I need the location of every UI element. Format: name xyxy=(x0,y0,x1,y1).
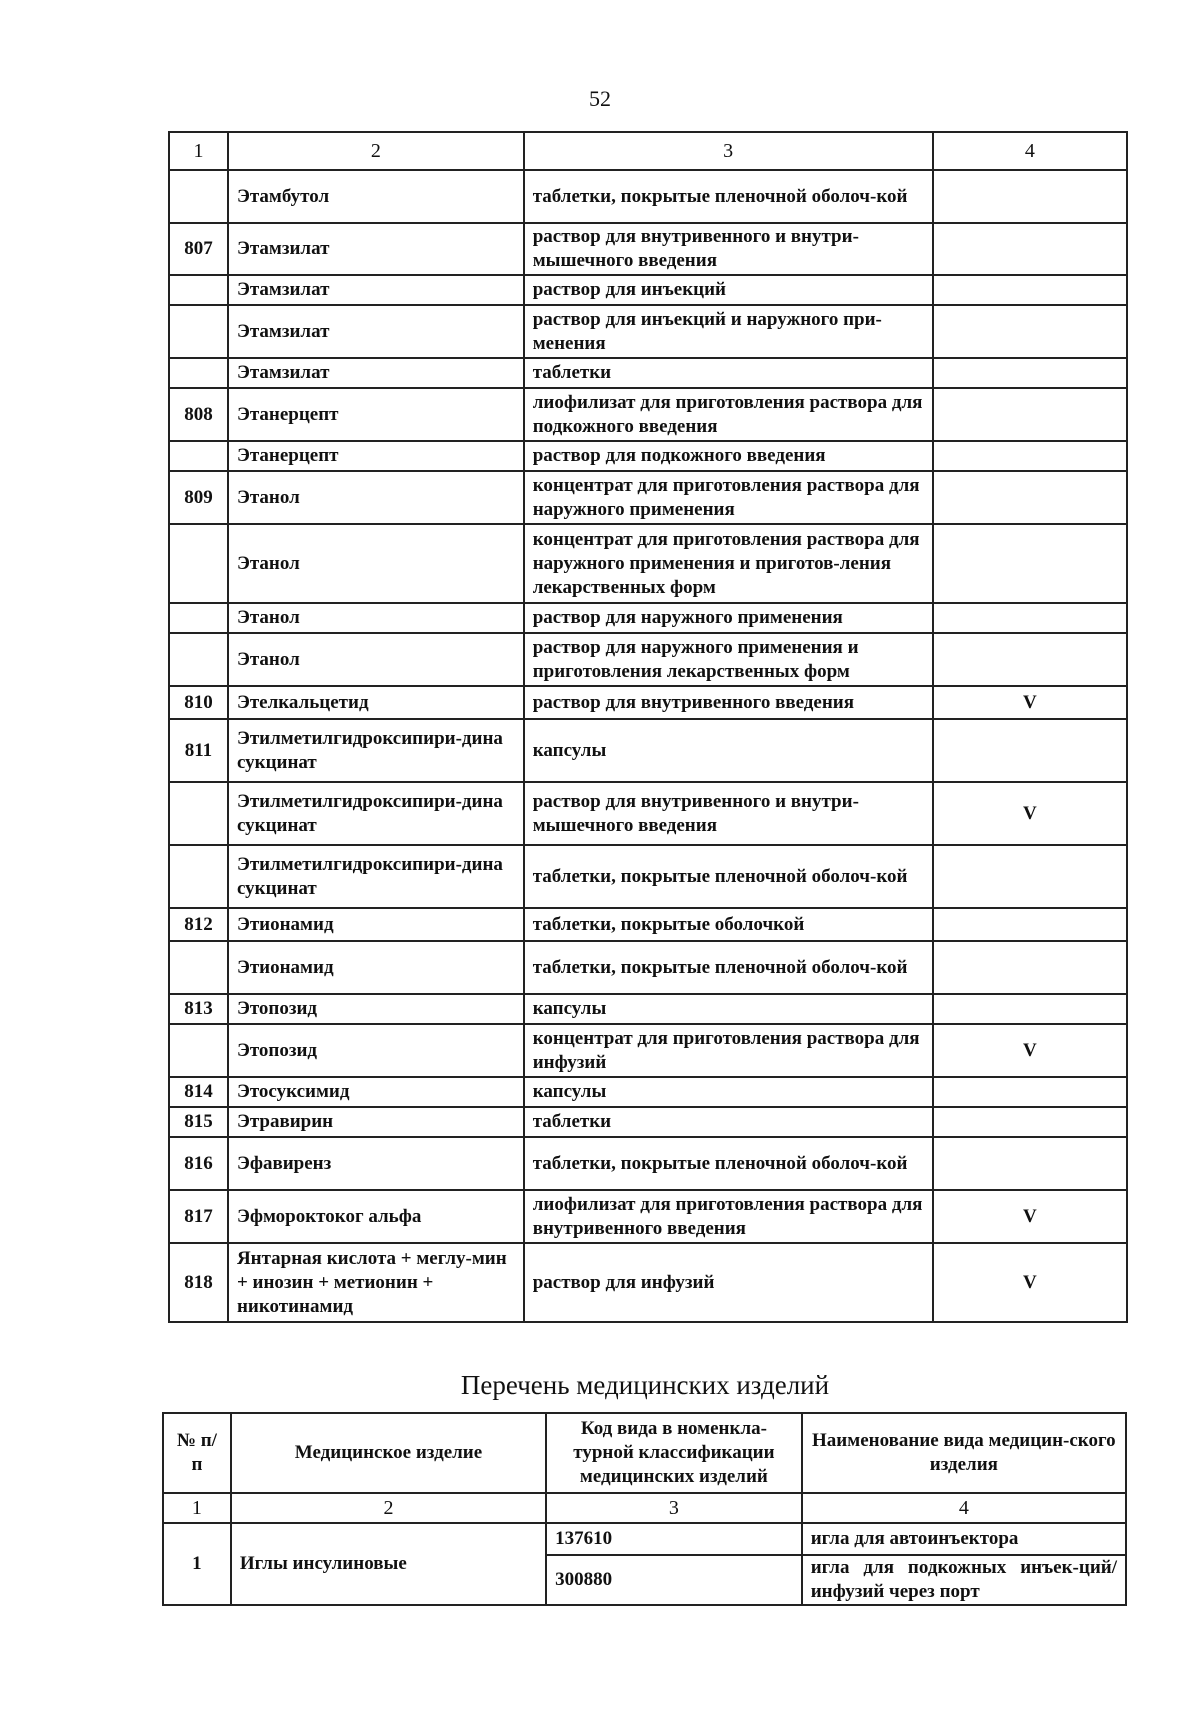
drug-row xyxy=(169,782,1127,845)
drug-number xyxy=(169,633,228,686)
drug-dosage-form: таблетки xyxy=(524,358,933,388)
drug-mark: V xyxy=(933,782,1127,845)
drug-number: 807 xyxy=(169,223,228,275)
column-number-2: 2 xyxy=(228,132,524,170)
drug-name: Этионамид xyxy=(228,941,524,994)
drug-name: Этилметилгидроксипири-дина сукцинат xyxy=(228,782,524,845)
drug-mark xyxy=(933,719,1127,782)
devices-column-number-4: 4 xyxy=(802,1493,1126,1523)
drug-row xyxy=(169,388,1127,441)
drug-name: Этравирин xyxy=(228,1107,524,1137)
drug-row xyxy=(169,305,1127,358)
device-kind: игла для автоинъектора xyxy=(802,1523,1126,1555)
drug-row xyxy=(169,471,1127,524)
drug-row xyxy=(169,941,1127,994)
drug-number: 818 xyxy=(169,1243,228,1322)
drug-mark xyxy=(933,633,1127,686)
drug-name: Этанол xyxy=(228,633,524,686)
drug-row xyxy=(169,1190,1127,1243)
column-number-1: 1 xyxy=(169,132,228,170)
header-device: Медицинское изделие xyxy=(231,1413,546,1493)
drug-mark xyxy=(933,845,1127,908)
drug-number: 812 xyxy=(169,908,228,941)
drug-mark xyxy=(933,941,1127,994)
drug-mark xyxy=(933,1077,1127,1107)
drug-mark: V xyxy=(933,1024,1127,1077)
drug-row xyxy=(169,524,1127,603)
drug-number xyxy=(169,170,228,223)
drug-number: 817 xyxy=(169,1190,228,1243)
drug-dosage-form: раствор для инъекций xyxy=(524,275,933,305)
drug-mark xyxy=(933,441,1127,471)
drug-number xyxy=(169,358,228,388)
drug-mark xyxy=(933,305,1127,358)
drug-name: Этамзилат xyxy=(228,305,524,358)
drug-number xyxy=(169,603,228,633)
drug-number xyxy=(169,305,228,358)
page-number: 52 xyxy=(589,86,611,111)
drug-row xyxy=(169,170,1127,223)
column-number-4: 4 xyxy=(933,132,1127,170)
drug-dosage-form: капсулы xyxy=(524,1077,933,1107)
devices-column-number-1: 1 xyxy=(163,1493,231,1523)
drug-name: Этамзилат xyxy=(228,275,524,305)
devices-column-number-3: 3 xyxy=(546,1493,802,1523)
drug-row xyxy=(169,908,1127,941)
drug-name: Этамбутол xyxy=(228,170,524,223)
drug-row xyxy=(169,275,1127,305)
drug-number: 810 xyxy=(169,686,228,719)
drug-dosage-form: концентрат для приготовления раствора для наружного применения и приготов-ления лекарственных форм xyxy=(524,524,933,603)
drug-dosage-form: таблетки, покрытые оболочкой xyxy=(524,908,933,941)
drug-dosage-form: таблетки, покрытые пленочной оболоч-кой xyxy=(524,1137,933,1190)
drug-row xyxy=(169,845,1127,908)
devices-section-title: Перечень медицинских изделий xyxy=(460,1370,830,1400)
drug-row xyxy=(169,1107,1127,1137)
drug-number xyxy=(169,782,228,845)
drug-dosage-form: раствор для подкожного введения xyxy=(524,441,933,471)
drug-name: Этанерцепт xyxy=(228,441,524,471)
drug-dosage-form: таблетки, покрытые пленочной оболоч-кой xyxy=(524,941,933,994)
device-code: 300880 xyxy=(546,1555,802,1605)
header-number: № п/п xyxy=(163,1413,231,1493)
drug-mark xyxy=(933,1137,1127,1190)
drug-dosage-form: таблетки, покрытые пленочной оболоч-кой xyxy=(524,170,933,223)
device-row xyxy=(163,1523,1126,1555)
drug-row xyxy=(169,633,1127,686)
device-number: 1 xyxy=(163,1523,231,1605)
drug-mark: V xyxy=(933,1190,1127,1243)
device-kind: игла для подкожных инъек-ций/инфузий через порт xyxy=(802,1555,1126,1605)
drug-number: 808 xyxy=(169,388,228,441)
devices-column-number-2: 2 xyxy=(231,1493,546,1523)
drug-name: Этанол xyxy=(228,603,524,633)
drug-row xyxy=(169,686,1127,719)
drug-dosage-form: таблетки xyxy=(524,1107,933,1137)
drug-row xyxy=(169,223,1127,275)
drug-number: 811 xyxy=(169,719,228,782)
drug-mark xyxy=(933,388,1127,441)
drug-name: Этанерцепт xyxy=(228,388,524,441)
drug-name: Янтарная кислота + меглу-мин + инозин + метионин + никотинамид xyxy=(228,1243,524,1322)
drug-name: Этамзилат xyxy=(228,223,524,275)
drug-name: Этанол xyxy=(228,524,524,603)
drug-row xyxy=(169,994,1127,1024)
drug-name: Эфавиренз xyxy=(228,1137,524,1190)
device-name: Иглы инсулиновые xyxy=(231,1523,546,1605)
drug-name: Этилметилгидроксипири-дина сукцинат xyxy=(228,845,524,908)
drug-name: Этионамид xyxy=(228,908,524,941)
drug-number: 816 xyxy=(169,1137,228,1190)
drug-name: Этанол xyxy=(228,471,524,524)
drug-mark xyxy=(933,908,1127,941)
drug-table xyxy=(168,131,1128,1323)
drug-name: Этосуксимид xyxy=(228,1077,524,1107)
drug-name: Этамзилат xyxy=(228,358,524,388)
drug-dosage-form: концентрат для приготовления раствора для инфузий xyxy=(524,1024,933,1077)
drug-row xyxy=(169,1137,1127,1190)
drug-number xyxy=(169,1024,228,1077)
drug-row xyxy=(169,1243,1127,1322)
drug-table-header-row xyxy=(169,132,1127,170)
drug-name: Этопозид xyxy=(228,1024,524,1077)
devices-table xyxy=(162,1412,1127,1606)
drug-mark xyxy=(933,275,1127,305)
drug-mark: V xyxy=(933,1243,1127,1322)
devices-header-row xyxy=(163,1413,1126,1493)
drug-mark: V xyxy=(933,686,1127,719)
drug-dosage-form: капсулы xyxy=(524,994,933,1024)
drug-row xyxy=(169,603,1127,633)
drug-number xyxy=(169,524,228,603)
drug-mark xyxy=(933,223,1127,275)
drug-mark xyxy=(933,170,1127,223)
drug-mark xyxy=(933,524,1127,603)
header-code: Код вида в номенкла-турной классификации медицинских изделий xyxy=(546,1413,802,1493)
drug-name: Этелкальцетид xyxy=(228,686,524,719)
column-number-3: 3 xyxy=(524,132,933,170)
drug-number xyxy=(169,275,228,305)
drug-dosage-form: раствор для внутривенного и внутри-мышечного введения xyxy=(524,782,933,845)
drug-row xyxy=(169,719,1127,782)
drug-dosage-form: раствор для инъекций и наружного при-менения xyxy=(524,305,933,358)
drug-dosage-form: лиофилизат для приготовления раствора для внутривенного введения xyxy=(524,1190,933,1243)
device-code: 137610 xyxy=(546,1523,802,1555)
drug-name: Этилметилгидроксипири-дина сукцинат xyxy=(228,719,524,782)
drug-row xyxy=(169,1077,1127,1107)
drug-dosage-form: лиофилизат для приготовления раствора для подкожного введения xyxy=(524,388,933,441)
drug-dosage-form: раствор для внутривенного введения xyxy=(524,686,933,719)
drug-mark xyxy=(933,994,1127,1024)
drug-dosage-form: концентрат для приготовления раствора для наружного применения xyxy=(524,471,933,524)
drug-mark xyxy=(933,358,1127,388)
drug-number xyxy=(169,441,228,471)
drug-number: 814 xyxy=(169,1077,228,1107)
drug-number: 813 xyxy=(169,994,228,1024)
drug-name: Эфмороктоког альфа xyxy=(228,1190,524,1243)
drug-mark xyxy=(933,603,1127,633)
drug-name: Этопозид xyxy=(228,994,524,1024)
drug-mark xyxy=(933,1107,1127,1137)
drug-dosage-form: таблетки, покрытые пленочной оболоч-кой xyxy=(524,845,933,908)
drug-number xyxy=(169,845,228,908)
drug-mark xyxy=(933,471,1127,524)
drug-dosage-form: раствор для внутривенного и внутри-мышечного введения xyxy=(524,223,933,275)
drug-row xyxy=(169,1024,1127,1077)
header-kind: Наименование вида медицин-ского изделия xyxy=(802,1413,1126,1493)
drug-dosage-form: раствор для наружного применения xyxy=(524,603,933,633)
drug-dosage-form: раствор для инфузий xyxy=(524,1243,933,1322)
drug-row xyxy=(169,358,1127,388)
drug-number: 809 xyxy=(169,471,228,524)
drug-row xyxy=(169,441,1127,471)
drug-number xyxy=(169,941,228,994)
drug-dosage-form: капсулы xyxy=(524,719,933,782)
devices-column-numbers-row xyxy=(163,1493,1126,1523)
drug-number: 815 xyxy=(169,1107,228,1137)
drug-dosage-form: раствор для наружного применения и приготовления лекарственных форм xyxy=(524,633,933,686)
